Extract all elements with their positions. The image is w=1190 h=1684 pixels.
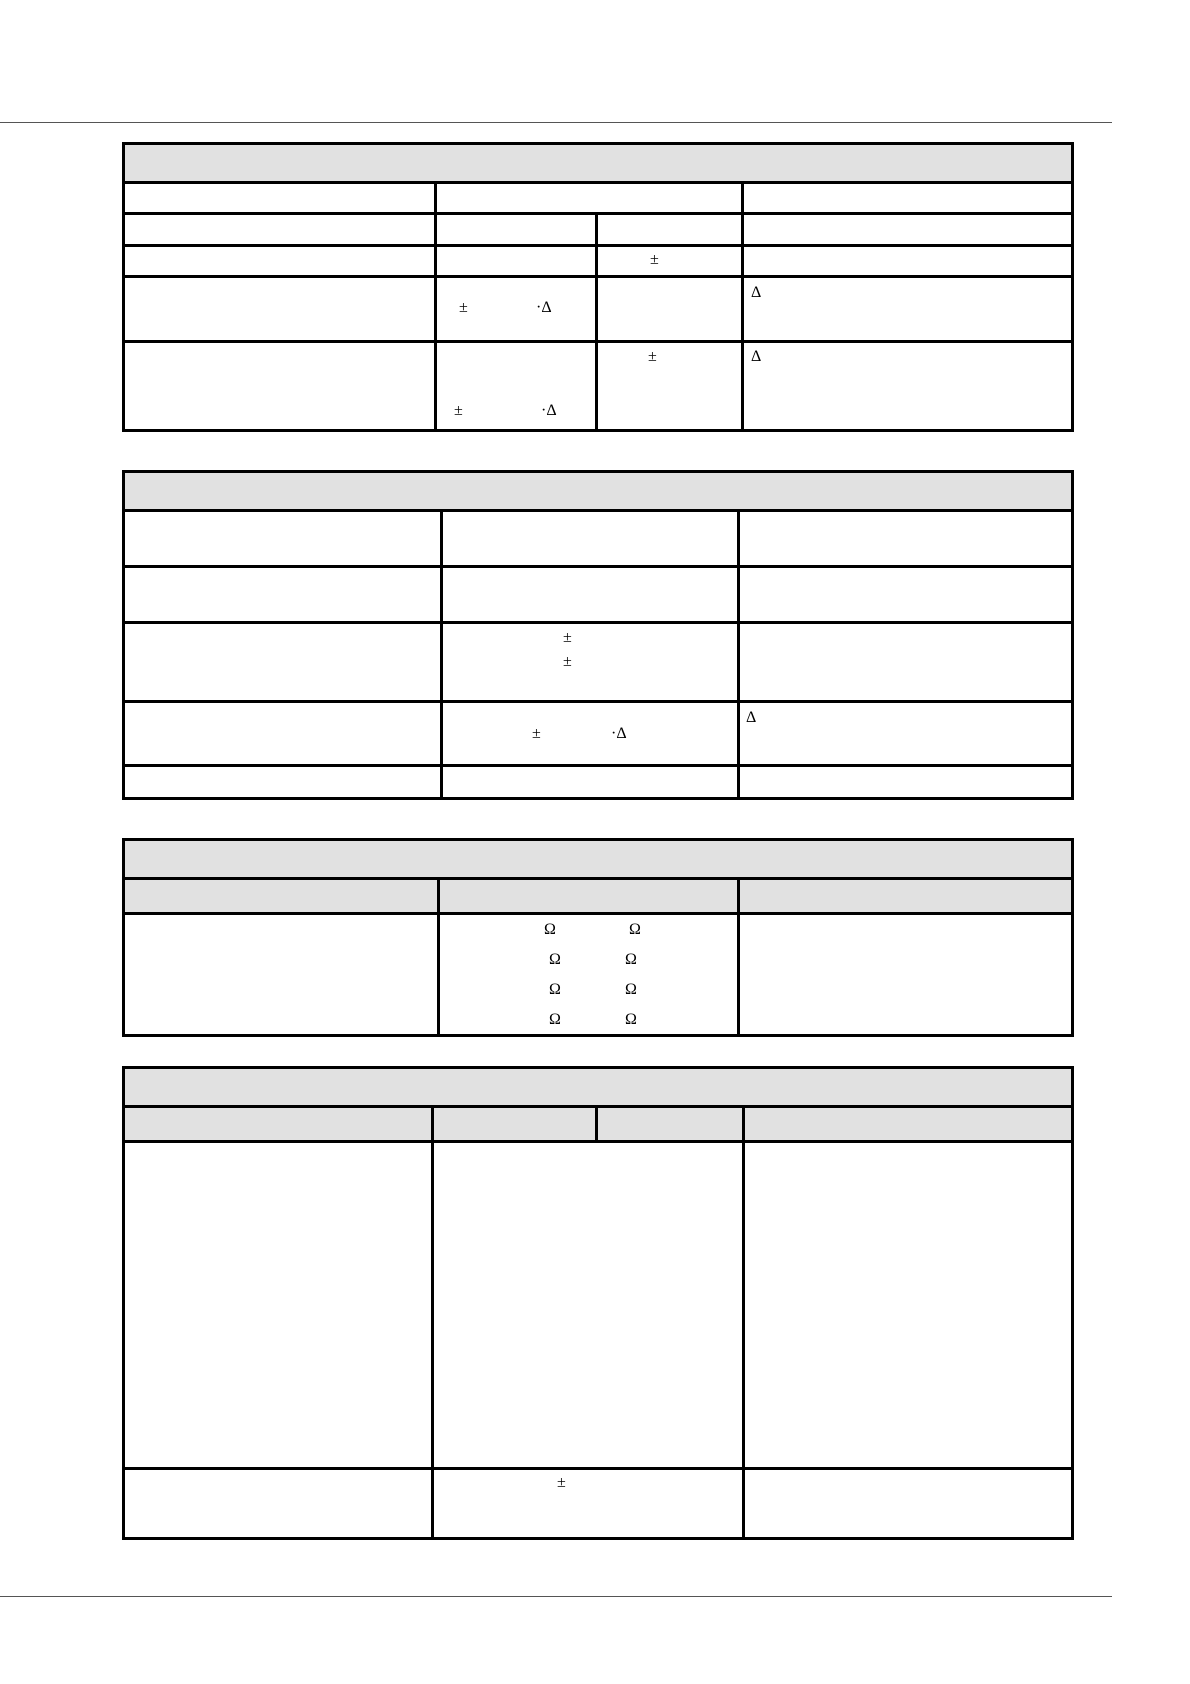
plus-minus-symbol: ±	[454, 402, 463, 419]
delta-symbol: Δ	[751, 348, 762, 365]
plus-minus-symbol: ±	[563, 629, 572, 646]
spec-table-4	[122, 1066, 1074, 1540]
table-1-title-band	[125, 145, 1071, 181]
ohm-symbol: Ω	[625, 1011, 637, 1028]
ohm-symbol: Ω	[625, 981, 637, 998]
bottom-rule	[0, 1596, 1112, 1597]
ohm-symbol: Ω	[629, 921, 641, 938]
delta-symbol: Δ	[746, 709, 757, 726]
ohm-symbol: Ω	[544, 921, 556, 938]
table-2-title-band	[125, 473, 1071, 509]
plus-minus-symbol: ±	[650, 251, 659, 268]
dot-delta-symbol: ·Δ	[611, 725, 627, 742]
ohm-symbol: Ω	[625, 951, 637, 968]
plus-minus-symbol: ±	[532, 725, 541, 742]
plus-minus-symbol: ±	[459, 299, 468, 316]
spec-table-1	[122, 142, 1074, 432]
plus-minus-symbol: ±	[557, 1474, 566, 1491]
spec-table-3	[122, 838, 1074, 1037]
ohm-symbol: Ω	[549, 951, 561, 968]
delta-symbol: Δ	[751, 284, 762, 301]
plus-minus-symbol: ±	[563, 653, 572, 670]
table-3-header-row	[125, 880, 1071, 912]
table-4-header-row	[125, 1108, 1071, 1140]
ohm-symbol: Ω	[549, 1011, 561, 1028]
spec-table-2	[122, 470, 1074, 800]
plus-minus-symbol: ±	[648, 348, 657, 365]
dot-delta-symbol: ·Δ	[536, 299, 552, 316]
table-4-title-band	[125, 1069, 1071, 1105]
table-3-title-band	[125, 841, 1071, 877]
dot-delta-symbol: ·Δ	[541, 402, 557, 419]
top-rule	[0, 122, 1112, 123]
ohm-symbol: Ω	[549, 981, 561, 998]
